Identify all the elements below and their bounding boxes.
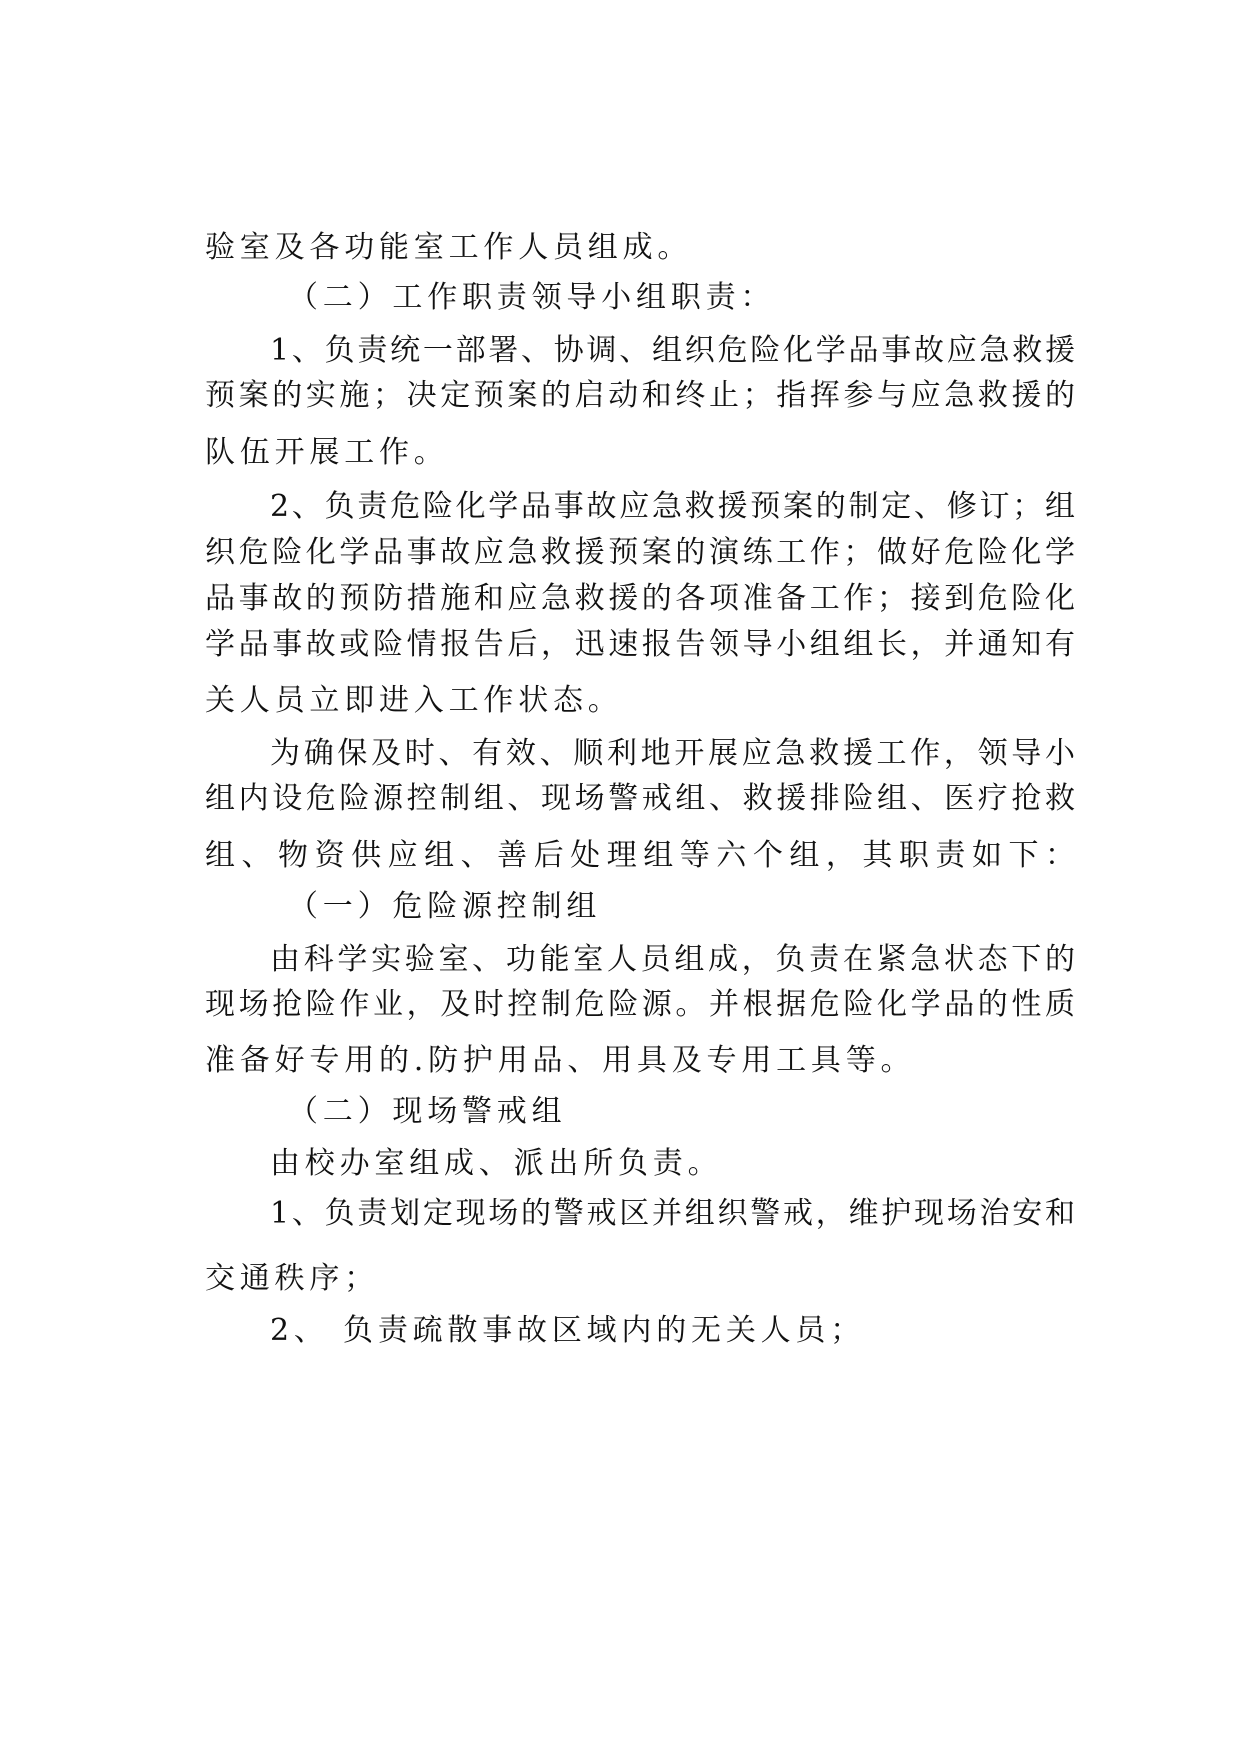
text-line: 品事故的预防措施和应急救援的各项准备工作；接到危险化 (205, 581, 1075, 616)
text-line: 1、负责统一部署、协调、组织危险化学品事故应急救援 (270, 333, 1075, 368)
text-line: 验室及各功能室工作人员组成。 (205, 230, 693, 265)
text-line: 为确保及时、有效、顺利地开展应急救援工作，领导小 (270, 736, 1075, 771)
text-line: 2、 负责疏散事故区域内的无关人员； (270, 1313, 866, 1348)
text-line: 织危险化学品事故应急救援预案的演练工作；做好危险化学 (205, 535, 1075, 570)
text-line: 预案的实施；决定预案的启动和终止；指挥参与应急救援的 (205, 378, 1075, 413)
text-line: 组、物资供应组、善后处理组等六个组，其职责如下： (205, 838, 1075, 873)
text-line: 由科学实验室、功能室人员组成，负责在紧急状态下的 (270, 942, 1075, 977)
text-line: 准备好专用的.防护用品、用具及专用工具等。 (205, 1043, 916, 1078)
text-line: 队伍开展工作。 (205, 435, 449, 470)
text-line: 2、负责危险化学品事故应急救援预案的制定、修订；组 (270, 489, 1075, 524)
text-line: 交通秩序； (205, 1261, 379, 1296)
section-heading: （二）工作职责领导小组职责： (288, 280, 776, 315)
text-line: 现场抢险作业，及时控制危险源。并根据危险化学品的性质 (205, 987, 1075, 1022)
text-line: 1、负责划定现场的警戒区并组织警戒，维护现场治安和 (270, 1196, 1075, 1231)
text-line: 关人员立即进入工作状态。 (205, 683, 623, 718)
text-line: 组内设危险源控制组、现场警戒组、救援排险组、医疗抢救 (205, 781, 1075, 816)
text-line: 由校办室组成、派出所负责。 (270, 1146, 723, 1181)
section-heading: （一）危险源控制组 (288, 889, 602, 924)
section-heading: （二）现场警戒组 (288, 1094, 567, 1129)
text-line: 学品事故或险情报告后，迅速报告领导小组组长，并通知有 (205, 627, 1075, 662)
